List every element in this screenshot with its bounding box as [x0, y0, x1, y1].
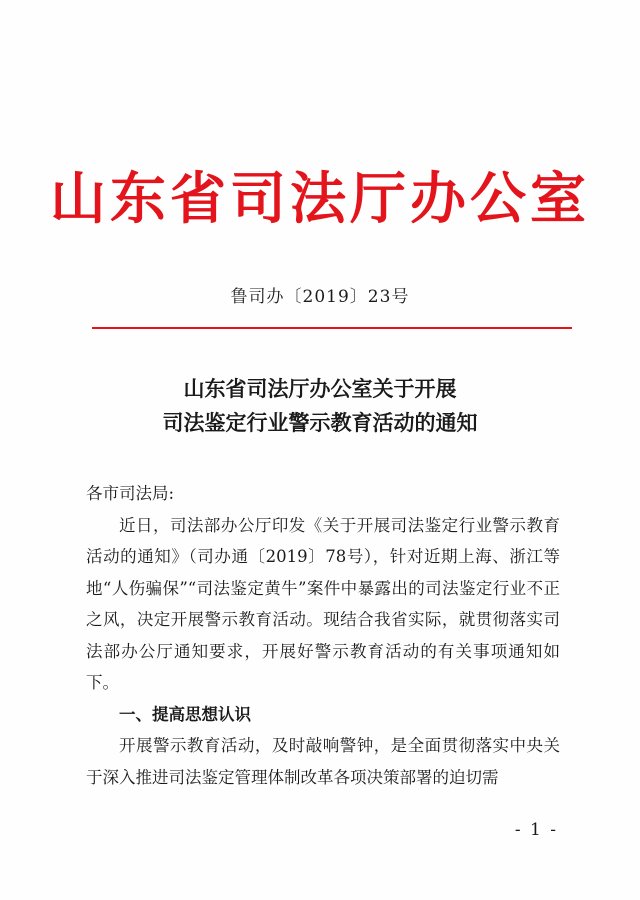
title-line-2: 司法鉴定行业警示教育活动的通知	[162, 411, 478, 435]
document-title	[0, 372, 640, 440]
section-paragraph: 开展警示教育活动，及时敲响警钟，是全面贯彻落实中央关于深入推进司法鉴定管理体制改革各项决策部署的迫切需	[86, 736, 560, 787]
document-number: 鲁司办〔2019〕23号	[230, 287, 410, 307]
issuer-masthead: 山东省司法厅办公室	[50, 167, 590, 232]
red-separator-line	[92, 327, 572, 329]
salutation: 各市司法局:	[86, 484, 175, 503]
document-body	[86, 478, 560, 793]
title-line-1: 山东省司法厅办公室关于开展	[183, 377, 457, 401]
body-paragraph: 近日，司法部办公厅印发《关于开展司法鉴定行业警示教育活动的通知》（司办通〔2019〕78号），针对近期上海、浙江等地“人伤骗保”“司法鉴定黄牛”案件中暴露出的司法鉴定行业不正之风，决定开展警示教育活动。现结合我省实际，就贯彻落实司法部办公厅通知要求，开展好警示教育活动的有关事项通知如下。	[86, 515, 560, 692]
page-number: - 1 -	[514, 820, 558, 840]
section-heading: 一、提高思想认识	[119, 704, 251, 724]
